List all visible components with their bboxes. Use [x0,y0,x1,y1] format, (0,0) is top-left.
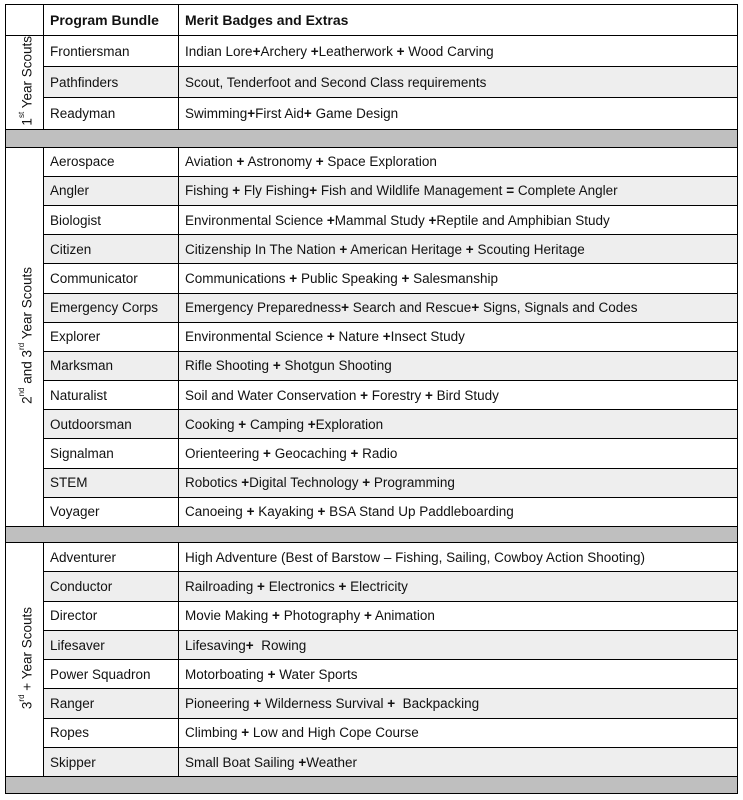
badge-text: First Aid [255,105,304,121]
merit-badges-cell [179,98,738,129]
plus-operator: + [232,183,241,199]
plus-operator: + [246,504,255,520]
badge-text: Archery [260,43,311,59]
plus-operator: + [252,43,261,59]
plus-operator: + [303,105,312,121]
bundle-name: STEM [44,468,179,497]
group-label-part: Year Scouts [19,36,35,112]
bundle-name: Citizen [44,235,179,264]
table-row [6,235,738,264]
badge-text: Fly Fishing [240,183,310,199]
badge-text: Fish and Wildlife Management [317,183,507,199]
table-row [6,381,738,410]
badge-text: Rowing [253,637,307,653]
bundle-name: Voyager [44,497,179,526]
badge-text: Game Design [311,105,399,121]
group-label-part: 3 [19,701,35,710]
badge-text: Photography [279,608,364,624]
badge-text: Programming [370,475,455,491]
badge-text: Canoeing [185,504,247,520]
badge-text: Complete Angler [514,183,618,199]
merit-badges-cell [179,543,738,572]
badge-text: Motorboating [185,666,268,682]
badge-text: Lifesaving [185,637,246,653]
badge-text: Movie Making [185,608,273,624]
plus-operator: + [326,212,335,228]
merit-badges-cell [179,689,738,718]
table-row [6,439,738,468]
badge-text: Electricity [346,578,408,594]
table-row [6,497,738,526]
table-row [6,748,738,777]
bundle-name: Conductor [44,572,179,601]
plus-operator: + [465,241,474,257]
program-bundle-table [5,4,738,794]
table-row [6,351,738,380]
badge-text: Soil and Water Conservation [185,387,361,403]
badge-text: Water Sports [275,666,358,682]
table-row [6,601,738,630]
plus-operator: + [341,300,349,316]
bundle-name: Signalman [44,439,179,468]
group-label-cell [6,543,44,777]
merit-badges-cell [179,572,738,601]
bundle-name: Aerospace [44,147,179,176]
plus-operator: + [238,416,247,432]
table-row [6,689,738,718]
badge-text: Space Exploration [323,154,437,170]
group-label-part: rd [17,694,27,702]
badge-text: Animation [371,608,435,624]
table-row [6,98,738,129]
plus-operator: + [326,329,335,345]
plus-operator: + [364,608,372,624]
group-label-part: and 3 [19,349,35,388]
merit-badges-cell [179,468,738,497]
bundle-name: Readyman [44,98,179,129]
badge-text: Railroading [185,578,258,594]
badge-text: Insect Study [390,329,465,345]
group-label [14,607,35,709]
badge-text: Nature [334,329,383,345]
bundle-name: Communicator [44,264,179,293]
badge-text: Environmental Science [185,212,327,228]
table-row [6,205,738,234]
merit-badges-cell [179,601,738,630]
table-row [6,543,738,572]
plus-operator: + [245,637,254,653]
badge-text: Climbing [185,725,242,741]
merit-badges-cell [179,264,738,293]
table-row [6,468,738,497]
bundle-name: Marksman [44,351,179,380]
merit-badges-cell [179,410,738,439]
plus-operator: + [236,154,245,170]
plus-operator: + [241,725,250,741]
plus-operator: + [272,608,280,624]
badge-text: Mammal Study [334,212,429,228]
merit-badges-cell [179,235,738,264]
bundle-name: Director [44,601,179,630]
merit-badges-cell [179,176,738,205]
equals-operator: = [506,183,515,199]
table-row [6,322,738,351]
badge-text: Electronics [264,578,339,594]
badge-text: Scouting Heritage [473,241,585,257]
merit-badges-cell [179,497,738,526]
header-row [6,5,738,36]
merit-badges-cell [179,67,738,98]
header-blank-cell [6,5,44,36]
merit-badges-cell [179,293,738,322]
plus-operator: + [247,105,256,121]
plus-operator: + [257,578,265,594]
table-row [6,67,738,98]
bundle-name: Skipper [44,748,179,777]
badge-text: Backpacking [395,696,480,712]
plus-operator: + [315,154,324,170]
badge-text: Wilderness Survival [261,696,388,712]
group-label-part: nd [17,387,27,397]
badge-text: Aviation [185,154,237,170]
bundle-name: Outdoorsman [44,410,179,439]
plus-operator: + [428,212,437,228]
bundle-name: Frontiersman [44,36,179,67]
plus-operator: + [339,241,348,257]
badge-text: American Heritage [347,241,466,257]
badge-text: Scout, Tenderfoot and Second Class requirements [185,74,487,90]
badge-text: Fishing [185,183,233,199]
table-row [6,410,738,439]
table-row [6,630,738,659]
header-program-bundle: Program Bundle [44,5,179,36]
table-row [6,176,738,205]
plus-operator: + [471,300,480,316]
plus-operator: + [309,183,318,199]
plus-operator: + [338,578,347,594]
badge-text: Exploration [315,416,384,432]
badge-text: Signs, Signals and Codes [479,300,638,316]
bundle-name: Ropes [44,718,179,747]
group-separator-row [6,527,738,543]
bundle-name: Biologist [44,205,179,234]
badge-text: Swimming [185,105,248,121]
plus-operator: + [362,475,371,491]
group-label-cell [6,147,44,526]
group-label-part: rd [17,342,27,350]
badge-text: Digital Technology [249,475,363,491]
plus-operator: + [387,696,396,712]
separator-cell [6,777,738,794]
badge-text: Shotgun Shooting [280,358,392,374]
badge-text: Search and Rescue [348,300,472,316]
plus-operator: + [425,387,433,403]
plus-operator: + [307,416,316,432]
badge-text: Wood Carving [404,43,494,59]
header-merit-badges: Merit Badges and Extras [179,5,738,36]
badge-text: Cooking [185,416,239,432]
table-row [6,572,738,601]
plus-operator: + [241,475,250,491]
plus-operator: + [396,43,405,59]
table-row [6,36,738,67]
plus-operator: + [401,270,410,286]
bundle-name: Power Squadron [44,660,179,689]
plus-operator: + [298,754,307,770]
bundle-name: Adventurer [44,543,179,572]
badge-text: Bird Study [432,387,499,403]
badge-text: Salesmanship [409,270,498,286]
badge-text: Robotics [185,475,242,491]
table-row [6,660,738,689]
badge-text: Environmental Science [185,329,327,345]
group-label-part: + Year Scouts [19,607,35,695]
badge-text: BSA Stand Up Paddleboarding [325,504,514,520]
plus-operator: + [382,329,391,345]
bundle-name: Angler [44,176,179,205]
plus-operator: + [317,504,326,520]
merit-badges-cell [179,36,738,67]
bundle-name: Naturalist [44,381,179,410]
table-row [6,147,738,176]
group-separator-row [6,129,738,147]
separator-cell [6,129,738,147]
group-label-part: 1 [19,118,35,126]
badge-text: Kayaking [254,504,318,520]
badge-text: Forestry [367,387,425,403]
badge-text: Rifle Shooting [185,358,273,374]
badge-text: High Adventure (Best of Barstow – Fishing, Sailing, Cowboy Action Shooting) [185,549,645,565]
plus-operator: + [263,446,271,462]
badge-text: Reptile and Amphibian Study [436,212,610,228]
badge-text: Geocaching [270,446,351,462]
merit-badges-cell [179,660,738,689]
bundle-name: Ranger [44,689,179,718]
plus-operator: + [267,666,276,682]
badge-text: Astronomy [244,154,316,170]
merit-badges-cell [179,381,738,410]
plus-operator: + [350,446,359,462]
badge-text: Radio [358,446,398,462]
bundle-name: Explorer [44,322,179,351]
group-separator-row [6,777,738,794]
merit-badges-cell [179,718,738,747]
plus-operator: + [289,270,298,286]
plus-operator: + [272,358,281,374]
badge-text: Citizenship In The Nation [185,241,340,257]
group-label-part: Year Scouts [19,266,35,343]
table-row [6,718,738,747]
badge-text: Camping [246,416,308,432]
bundle-name: Pathfinders [44,67,179,98]
badge-text: Weather [306,754,357,770]
badge-text: Leatherwork [318,43,397,59]
badge-text: Pioneering [185,696,254,712]
table-row [6,264,738,293]
merit-badges-cell [179,322,738,351]
badge-text: Emergency Preparedness [185,300,342,316]
merit-badges-cell [179,205,738,234]
badge-text: Communications [185,270,290,286]
group-label-cell [6,36,44,130]
table-row [6,293,738,322]
merit-badges-cell [179,147,738,176]
group-label [14,36,35,126]
separator-cell [6,527,738,543]
bundle-name: Emergency Corps [44,293,179,322]
badge-text: Orienteering [185,446,264,462]
merit-badges-cell [179,630,738,659]
plus-operator: + [360,387,368,403]
merit-badges-cell [179,439,738,468]
merit-badges-cell [179,748,738,777]
group-label-part: st [17,111,27,119]
badge-text: Public Speaking [297,270,402,286]
badge-text: Small Boat Sailing [185,754,299,770]
badge-text: Indian Lore [185,43,253,59]
plus-operator: + [253,696,262,712]
badge-text: Low and High Cope Course [249,725,419,741]
merit-badges-cell [179,351,738,380]
group-label-part: 2 [19,396,35,404]
group-label [14,267,35,404]
plus-operator: + [310,43,319,59]
bundle-name: Lifesaver [44,630,179,659]
